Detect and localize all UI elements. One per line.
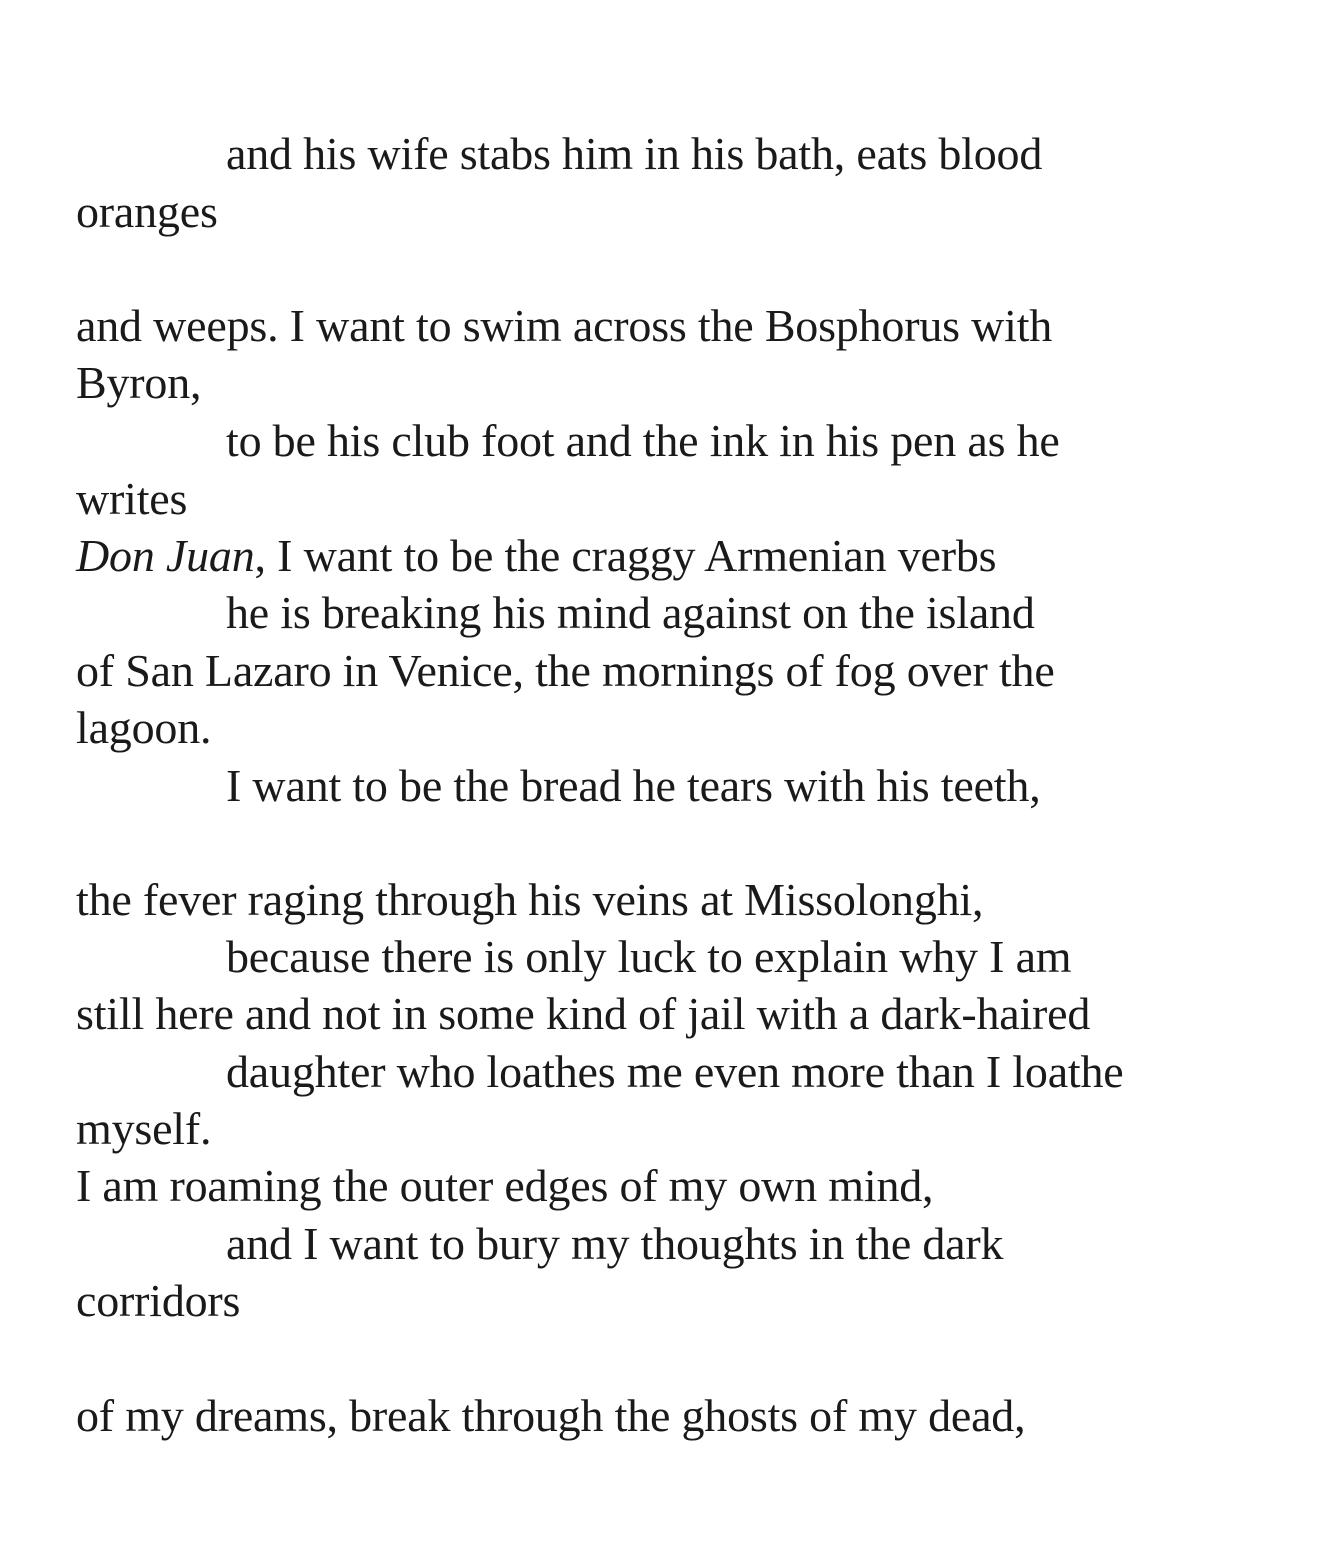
poem-line: writes — [76, 473, 188, 524]
poem-line: oranges — [76, 186, 218, 237]
poem-line — [76, 530, 997, 581]
poem-line: Byron, — [76, 357, 202, 408]
poem-line: corridors — [76, 1275, 241, 1326]
book-title: Don Juan — [76, 530, 255, 581]
poem-line: I am roaming the outer edges of my own mind, — [76, 1160, 934, 1211]
poem-line: lagoon. — [76, 702, 212, 753]
poem-line: and his wife stabs him in his bath, eats blood — [226, 128, 1043, 179]
poem-line-rest: , I want to be the craggy Armenian verbs — [254, 530, 997, 581]
poem-line: and I want to bury my thoughts in the dark — [226, 1218, 1004, 1269]
poem-line: he is breaking his mind against on the island — [226, 587, 1035, 638]
poem-line: myself. — [76, 1103, 212, 1154]
poem-line: and weeps. I want to swim across the Bosphorus with — [76, 300, 1053, 351]
poem-line: the fever raging through his veins at Missolonghi, — [76, 874, 984, 925]
poem-line: because there is only luck to explain why I am — [226, 931, 1072, 982]
poem-line: I want to be the bread he tears with his teeth, — [226, 760, 1041, 811]
poem-line: still here and not in some kind of jail with a dark-haired — [76, 988, 1091, 1039]
poem-line: to be his club foot and the ink in his pen as he — [226, 415, 1060, 466]
poem-line: of San Lazaro in Venice, the mornings of fog over the — [76, 645, 1055, 696]
poem-line: of my dreams, break through the ghosts of my dead, — [76, 1390, 1026, 1441]
poem-line: daughter who loathes me even more than I loathe — [226, 1046, 1124, 1097]
